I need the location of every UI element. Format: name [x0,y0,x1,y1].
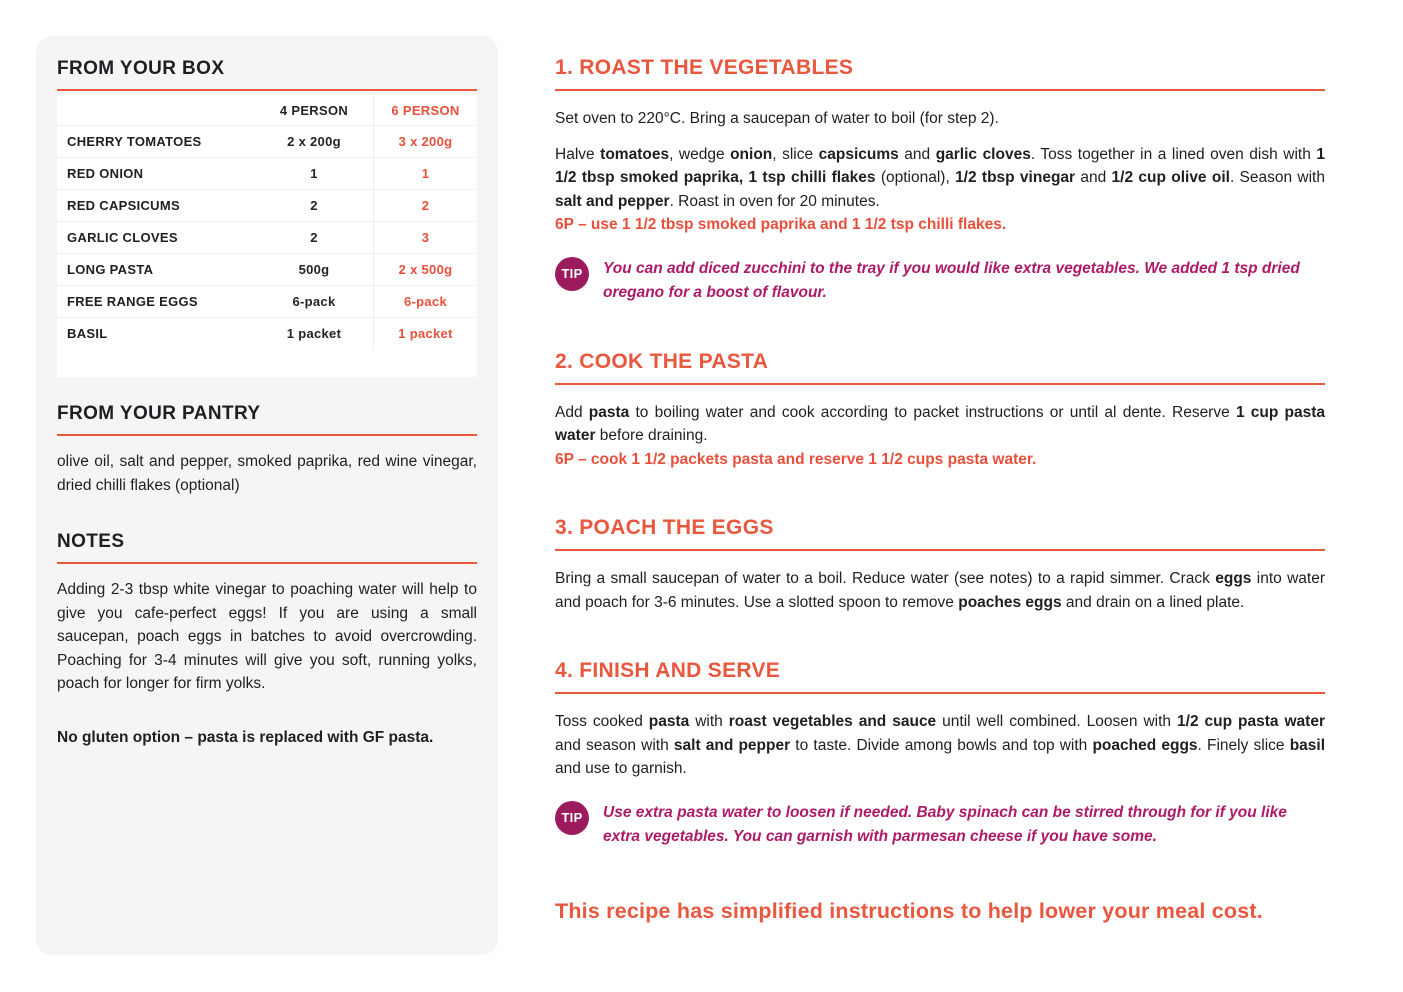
section-divider [57,434,477,436]
ingredients-panel [36,36,498,955]
ingredient-name: LONG PASTA [67,262,154,277]
ingredient-name: RED CAPSICUMS [67,198,180,213]
notes-title: NOTES [57,531,125,552]
qty-6-person: 6-pack [373,286,477,317]
footer-note: This recipe has simplified instructions to help lower your meal cost. [555,898,1263,923]
gluten-option-note: No gluten option – pasta is replaced with GF pasta. [57,728,434,746]
ingredient-name: BASIL [67,326,108,341]
six-person-note: 6P – use 1 1/2 tbsp smoked paprika and 1 1/2 tsp chilli flakes. [555,216,1007,233]
step-paragraph: Set oven to 220°C. Bring a saucepan of water to boil (for step 2). [555,110,999,127]
step-divider [555,692,1325,694]
section-divider [57,562,477,564]
tip-text: You can add diced zucchini to the tray if you would like extra vegetables. We added 1 tsp dried oregano for a boost of flavour. [603,259,1300,301]
qty-4-person: 1 [310,166,318,181]
ingredient-name: GARLIC CLOVES [67,230,178,245]
step-section [555,659,1325,849]
qty-4-person: 6-pack [292,294,336,309]
step-section [555,56,1325,305]
pantry-text: olive oil, salt and pepper, smoked paprika, red wine vinegar, dried chilli flakes (optional) [57,453,477,494]
qty-6-person: 2 [373,190,477,221]
table-row [57,317,477,349]
notes-section [57,531,477,749]
qty-4-person: 2 [310,198,318,213]
table-row [57,125,477,157]
ingredient-name-header [57,95,255,125]
step-paragraph: Add pasta to boiling water and cook according to packet instructions or until al dente. Reserve 1 cup pasta water before draining. [555,403,1326,444]
from-your-pantry-section [57,403,477,497]
qty-6-person: 3 [373,222,477,253]
col-header-4-person: 4 PERSON [279,102,349,118]
step-section [555,350,1325,472]
section-divider [57,89,477,91]
ingredient-name: CHERRY TOMATOES [67,134,202,149]
from-your-pantry-title: FROM YOUR PANTRY [57,403,261,424]
from-your-box-section [57,58,477,377]
tip-callout [555,801,1325,849]
col-header-6-person: 6 PERSON [373,95,477,125]
tip-callout [555,257,1325,305]
tip-text: Use extra pasta water to loosen if needed. Baby spinach can be stirred through for if you like extra vegetables. You can garnish with parmesan cheese if you have some. [603,803,1287,845]
qty-6-person: 1 packet [373,318,477,349]
qty-6-person: 1 [373,158,477,189]
qty-4-person: 1 packet [286,326,342,341]
step-section [555,516,1325,614]
qty-6-person: 2 x 500g [373,254,477,285]
qty-6-person: 3 x 200g [373,126,477,157]
table-row [57,221,477,253]
table-row [57,189,477,221]
step-title: 2. COOK THE PASTA [555,349,769,373]
from-your-box-title: FROM YOUR BOX [57,58,225,79]
step-paragraph: Toss cooked pasta with roast vegetables and sauce until well combined. Loosen with 1/2 cup pasta water and season with salt and pepper to taste. Divide among bowls and top with poached eggs. Finely slice basil and use to garnish. [555,713,1326,777]
step-divider [555,89,1325,91]
six-person-note: 6P – cook 1 1/2 packets pasta and reserve 1 1/2 cups pasta water. [555,450,1037,468]
table-row [57,285,477,317]
notes-text: Adding 2-3 tbsp white vinegar to poaching water will help to give you cafe-perfect eggs! If you are using a small saucepan, poach eggs in batches to avoid overcrowding. Poaching for 3-4 minutes will give you soft, running yolks, poach for longer for firm yolks. [57,581,477,692]
step-title: 3. POACH THE EGGS [555,516,774,539]
table-header-row [57,95,477,125]
instructions-column [555,56,1325,945]
tip-badge: TIP [555,257,589,291]
step-paragraph: Halve tomatoes, wedge onion, slice capsicums and garlic cloves. Toss together in a lined oven dish with 1 1/2 tbsp smoked paprika, 1 tsp chilli flakes (optional), 1/2 tbsp vinegar and 1/2 cup olive oil. Season with salt and pepper. Roast in oven for 20 minutes. [555,145,1325,210]
ingredient-name: FREE RANGE EGGS [67,294,198,309]
ingredients-table [57,95,477,377]
tip-badge: TIP [555,801,589,835]
table-row [57,157,477,189]
step-divider [555,383,1325,385]
step-divider [555,549,1325,551]
qty-4-person: 2 x 200g [287,134,341,149]
step-paragraph: Bring a small saucepan of water to a boil. Reduce water (see notes) to a rapid simmer. Crack eggs into water and poach for 3-6 minutes. Use a slotted spoon to remove poaches eggs and drain on a lined plate. [555,570,1325,611]
qty-4-person: 500g [298,262,330,277]
step-title: 1. ROAST THE VEGETABLES [555,56,854,79]
qty-4-person: 2 [310,230,318,245]
table-row [57,253,477,285]
ingredient-name: RED ONION [67,166,144,181]
step-title: 4. FINISH AND SERVE [555,659,781,682]
